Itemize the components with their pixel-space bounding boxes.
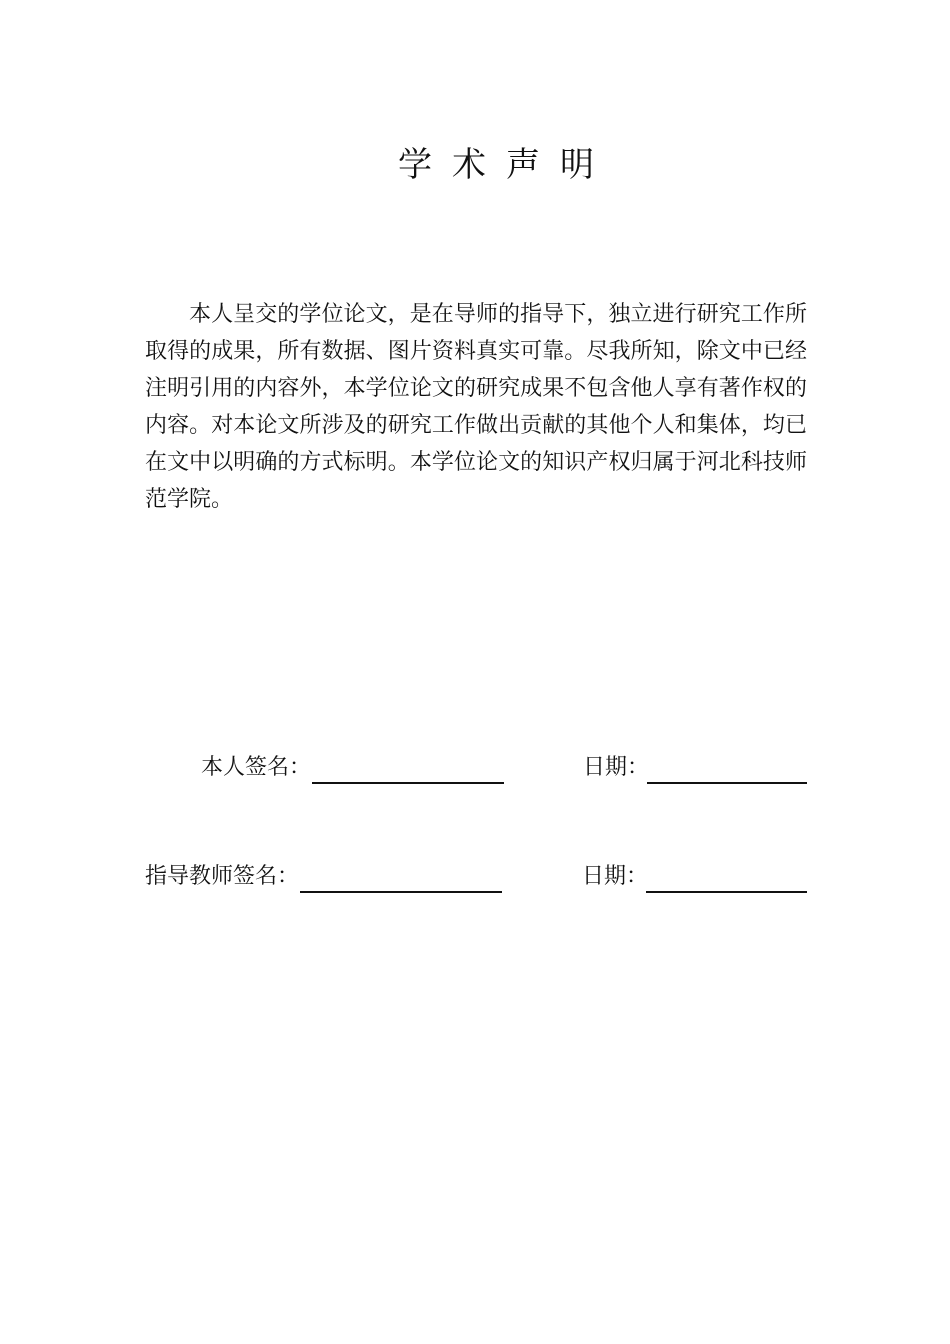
author-signature-label: 本人签名： (201, 755, 312, 780)
academic-statement-paragraph: 本人呈交的学位论文，是在导师的指导下，独立进行研究工作所取得的成果，所有数据、图片资料真实可靠。尽我所知，除文中已经注明引用的内容外，本学位论文的研究成果不包含他人享有著作权的内容。对本论文所涉及的研究工作做出贡献的其他个人和集体，均已在文中以明确的方式标明。本学位论文的知识产权归属于河北科技师范学院。 (145, 302, 807, 512)
advisor-signature-label: 指导教师签名： (145, 864, 300, 889)
page-title: 学术声明 (398, 145, 614, 185)
author-signature-field[interactable] (312, 782, 504, 784)
author-signature-row (0, 751, 950, 791)
advisor-signature-field[interactable] (300, 891, 502, 893)
author-date-field[interactable] (647, 782, 807, 784)
advisor-date-field[interactable] (646, 891, 807, 893)
author-date-label: 日期： (583, 755, 650, 780)
advisor-signature-row (0, 860, 950, 900)
advisor-date-label: 日期： (582, 864, 649, 889)
